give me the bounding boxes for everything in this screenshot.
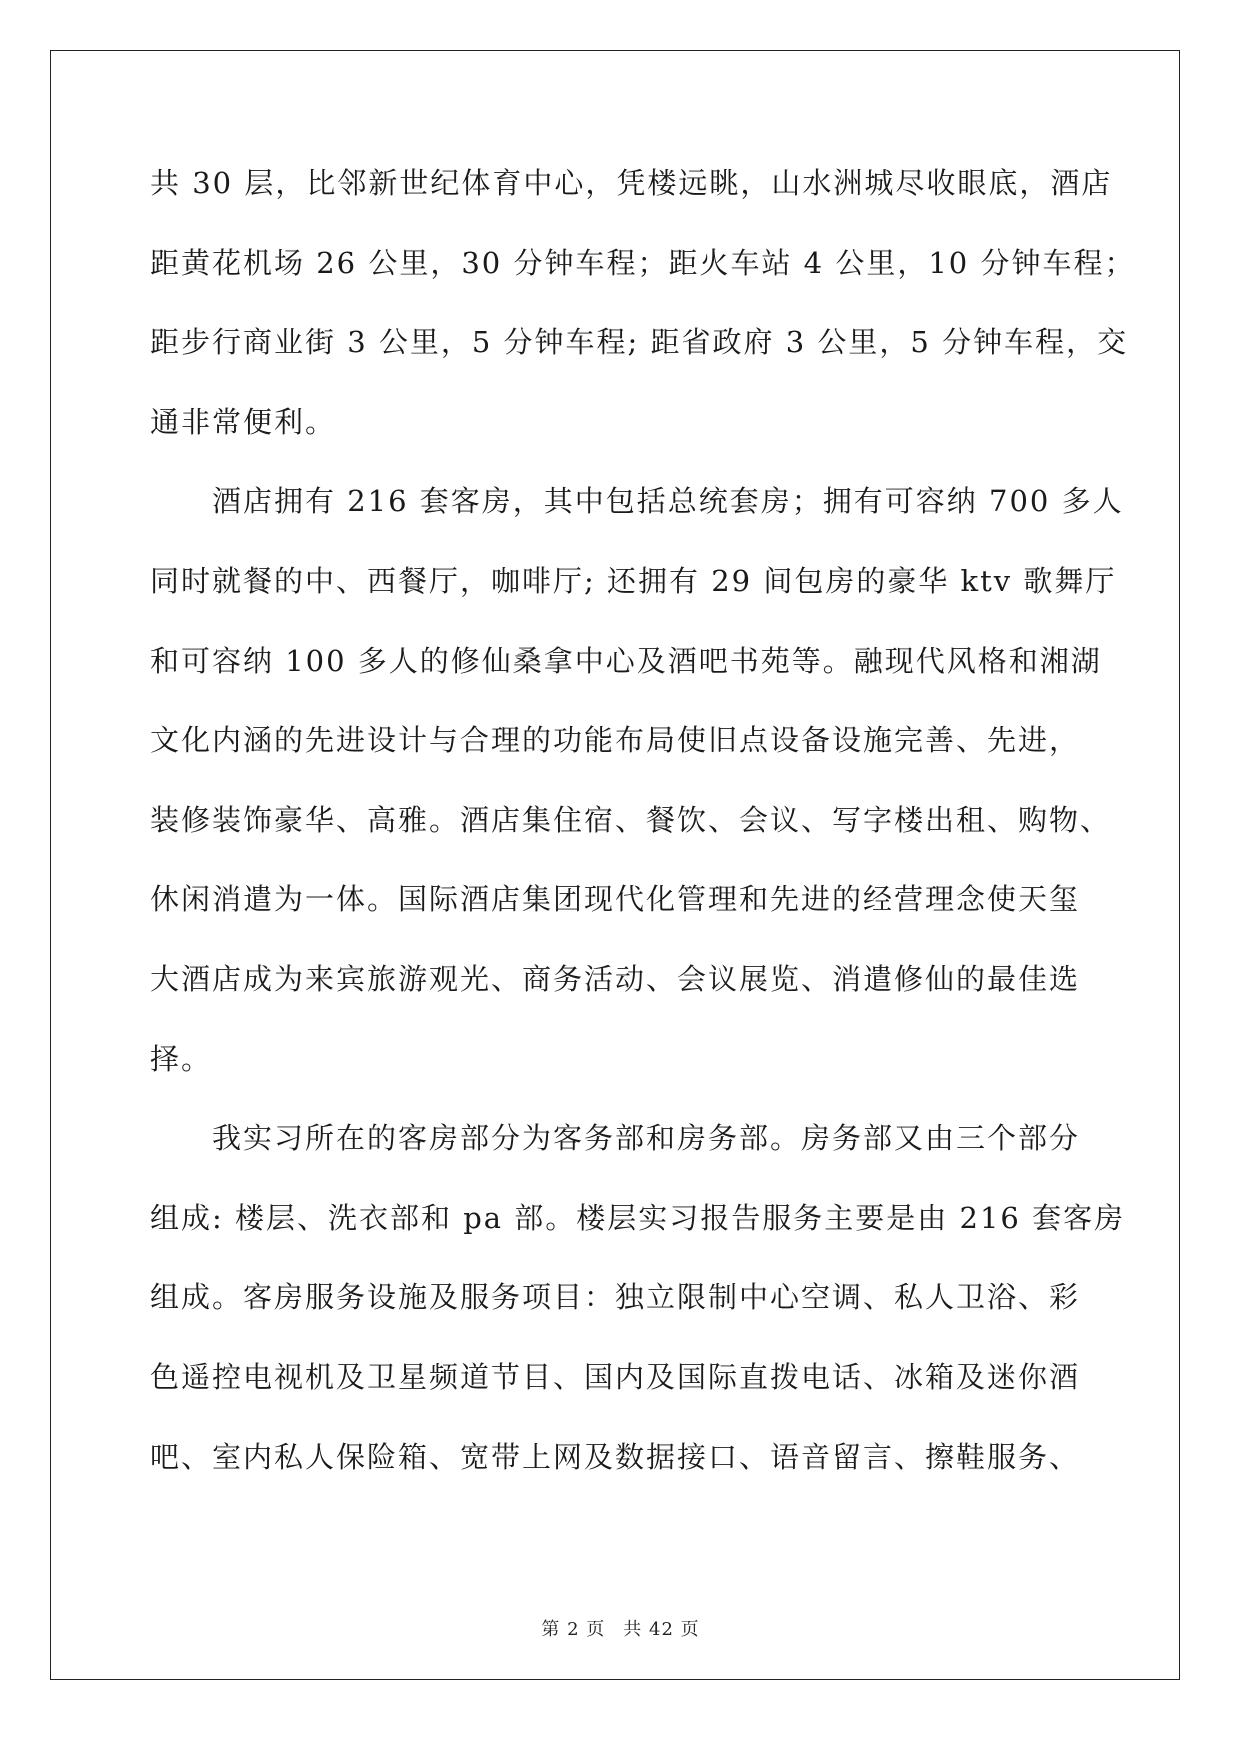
page-footer — [0, 1615, 1241, 1641]
text-line: 装修装饰豪华、高雅。酒店集住宿、餐饮、会议、写字楼出租、购物、 — [150, 802, 1112, 837]
text-line: 吧、室内私人保险箱、宽带上网及数据接口、语音留言、擦鞋服务、 — [150, 1439, 1081, 1474]
page-number: 第 2 页 — [541, 1619, 606, 1640]
text-line: 择。 — [150, 1041, 213, 1076]
text-line: 距黄花机场 26 公里，30 分钟车程；距火车站 4 公里，10 分钟车程； — [150, 245, 1136, 280]
paragraph-first-line: 我实习所在的客房部分为客务部和房务部。房务部又由三个部分 — [212, 1121, 1081, 1156]
text-line: 通非常便利。 — [150, 404, 337, 439]
paragraph-first-line: 酒店拥有 216 套客房，其中包括总统套房；拥有可容纳 700 多人 — [212, 484, 1124, 519]
document-body — [150, 160, 1136, 1513]
text-line: 休闲消遣为一体。国际酒店集团现代化管理和先进的经营理念使天玺 — [150, 882, 1081, 917]
text-line: 大酒店成为来宾旅游观光、商务活动、会议展览、消遣修仙的最佳选 — [150, 961, 1081, 996]
text-line: 和可容纳 100 多人的修仙桑拿中心及酒吧书苑等。融现代风格和湘湖 — [150, 643, 1102, 678]
text-line: 组成: 楼层、洗衣部和 pa 部。楼层实习报告服务主要是由 216 套客房 — [150, 1200, 1126, 1235]
text-line: 距步行商业街 3 公里，5 分钟车程; 距省政府 3 公里，5 分钟车程，交 — [150, 325, 1129, 360]
page-total: 共 42 页 — [623, 1619, 700, 1640]
text-line: 同时就餐的中、西餐厅，咖啡厅; 还拥有 29 间包房的豪华 ktv 歌舞厅 — [150, 563, 1117, 598]
text-line: 共 30 层，比邻新世纪体育中心，凭楼远眺，山水洲城尽收眼底，酒店 — [150, 166, 1113, 200]
text-line: 文化内涵的先进设计与合理的功能布局使旧点设备设施完善、先进， — [150, 723, 1081, 758]
text-line: 组成。客房服务设施及服务项目：独立限制中心空调、私人卫浴、彩 — [150, 1280, 1081, 1315]
text-line: 色遥控电视机及卫星频道节目、国内及国际直拨电话、冰箱及迷你酒 — [150, 1359, 1081, 1394]
